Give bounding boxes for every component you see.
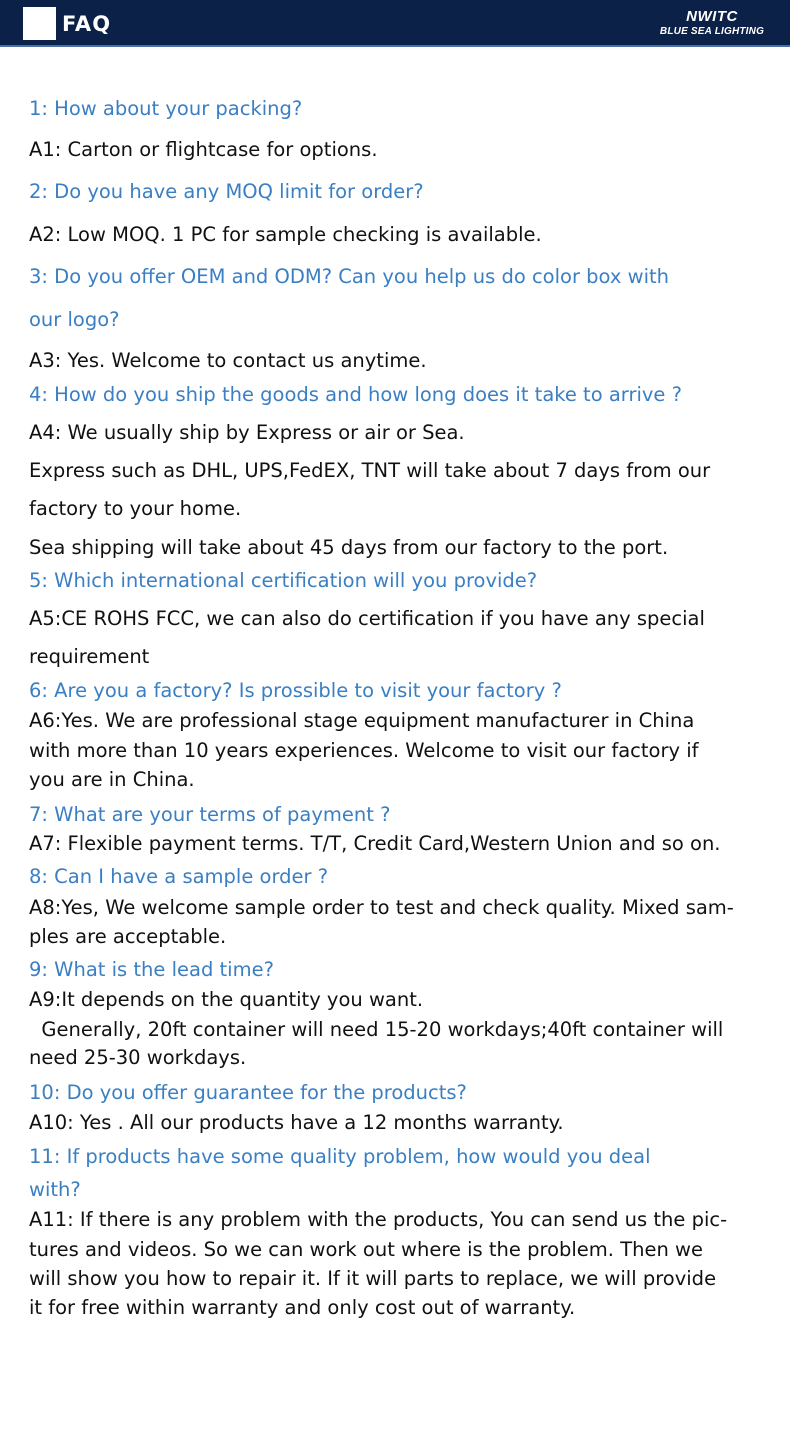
faq-answer-6-line-2: with more than 10 years experiences. Welcome to visit our factory if xyxy=(29,739,699,762)
faq-question-1: 1: How about your packing? xyxy=(29,97,303,120)
faq-question-11: 11: If products have some quality problem, how would you deal xyxy=(29,1145,651,1168)
faq-answer-4: A4: We usually ship by Express or air or Sea. xyxy=(29,421,465,444)
faq-answer-6-line-3: you are in China. xyxy=(29,768,195,791)
faq-answer-8-line-2: ples are acceptable. xyxy=(29,925,227,948)
faq-answer-7: A7: Flexible payment terms. T/T, Credit Card,Western Union and so on. xyxy=(29,832,721,855)
faq-answer-11-line-4: it for free within warranty and only cost out of warranty. xyxy=(29,1296,576,1319)
faq-answer-10: A10: Yes . All our products have a 12 months warranty. xyxy=(29,1111,564,1134)
header-bar xyxy=(0,0,790,47)
faq-answer-11-line-2: tures and videos. So we can work out where is the problem. Then we xyxy=(29,1238,703,1261)
faq-question-4: 4: How do you ship the goods and how long does it take to arrive ? xyxy=(29,383,682,406)
header-square-icon xyxy=(23,7,56,40)
faq-question-5: 5: Which international certification will you provide? xyxy=(29,569,538,592)
faq-question-2: 2: Do you have any MOQ limit for order? xyxy=(29,180,424,203)
faq-answer-5: A5:CE ROHS FCC, we can also do certification if you have any special xyxy=(29,607,705,630)
faq-answer-6: A6:Yes. We are professional stage equipment manufacturer in China xyxy=(29,709,695,732)
faq-answer-5-line-2: requirement xyxy=(29,645,150,668)
faq-answer-3: A3: Yes. Welcome to contact us anytime. xyxy=(29,349,427,372)
faq-answer-11-line-3: will show you how to repair it. If it will parts to replace, we will provide xyxy=(29,1267,717,1290)
faq-answer-1: A1: Carton or flightcase for options. xyxy=(29,138,378,161)
logo-brand-text: NWITC xyxy=(686,8,738,25)
faq-answer-9: A9:It depends on the quantity you want. xyxy=(29,988,424,1011)
faq-question-11-cont: with? xyxy=(29,1178,81,1201)
faq-answer-9-line-3: need 25-30 workdays. xyxy=(29,1046,247,1069)
brand-logo xyxy=(656,9,768,41)
faq-question-6: 6: Are you a factory? Is prossible to visit your factory ? xyxy=(29,679,562,702)
faq-answer-4-line-2: Express such as DHL, UPS,FedEX, TNT will take about 7 days from our xyxy=(29,459,711,482)
logo-sub-text: BLUE SEA LIGHTING xyxy=(659,26,765,37)
faq-answer-4-line-3: factory to your home. xyxy=(29,497,242,520)
faq-question-10: 10: Do you offer guarantee for the products? xyxy=(29,1081,467,1104)
faq-answer-2: A2: Low MOQ. 1 PC for sample checking is available. xyxy=(29,223,542,246)
faq-question-3: 3: Do you offer OEM and ODM? Can you help us do color box with xyxy=(29,265,669,288)
faq-question-8: 8: Can I have a sample order ? xyxy=(29,865,329,888)
faq-answer-4-line-4: Sea shipping will take about 45 days from our factory to the port. xyxy=(29,536,669,559)
faq-answer-8: A8:Yes, We welcome sample order to test and check quality. Mixed sam- xyxy=(29,896,734,919)
faq-answer-9-line-2: Generally, 20ft container will need 15-20 workdays;40ft container will xyxy=(29,1018,724,1041)
faq-question-9: 9: What is the lead time? xyxy=(29,958,274,981)
faq-question-3-cont: our logo? xyxy=(29,308,120,331)
faq-question-7: 7: What are your terms of payment ? xyxy=(29,803,391,826)
page-title: FAQ xyxy=(62,12,112,36)
faq-answer-11: A11: If there is any problem with the products, You can send us the pic- xyxy=(29,1208,728,1231)
